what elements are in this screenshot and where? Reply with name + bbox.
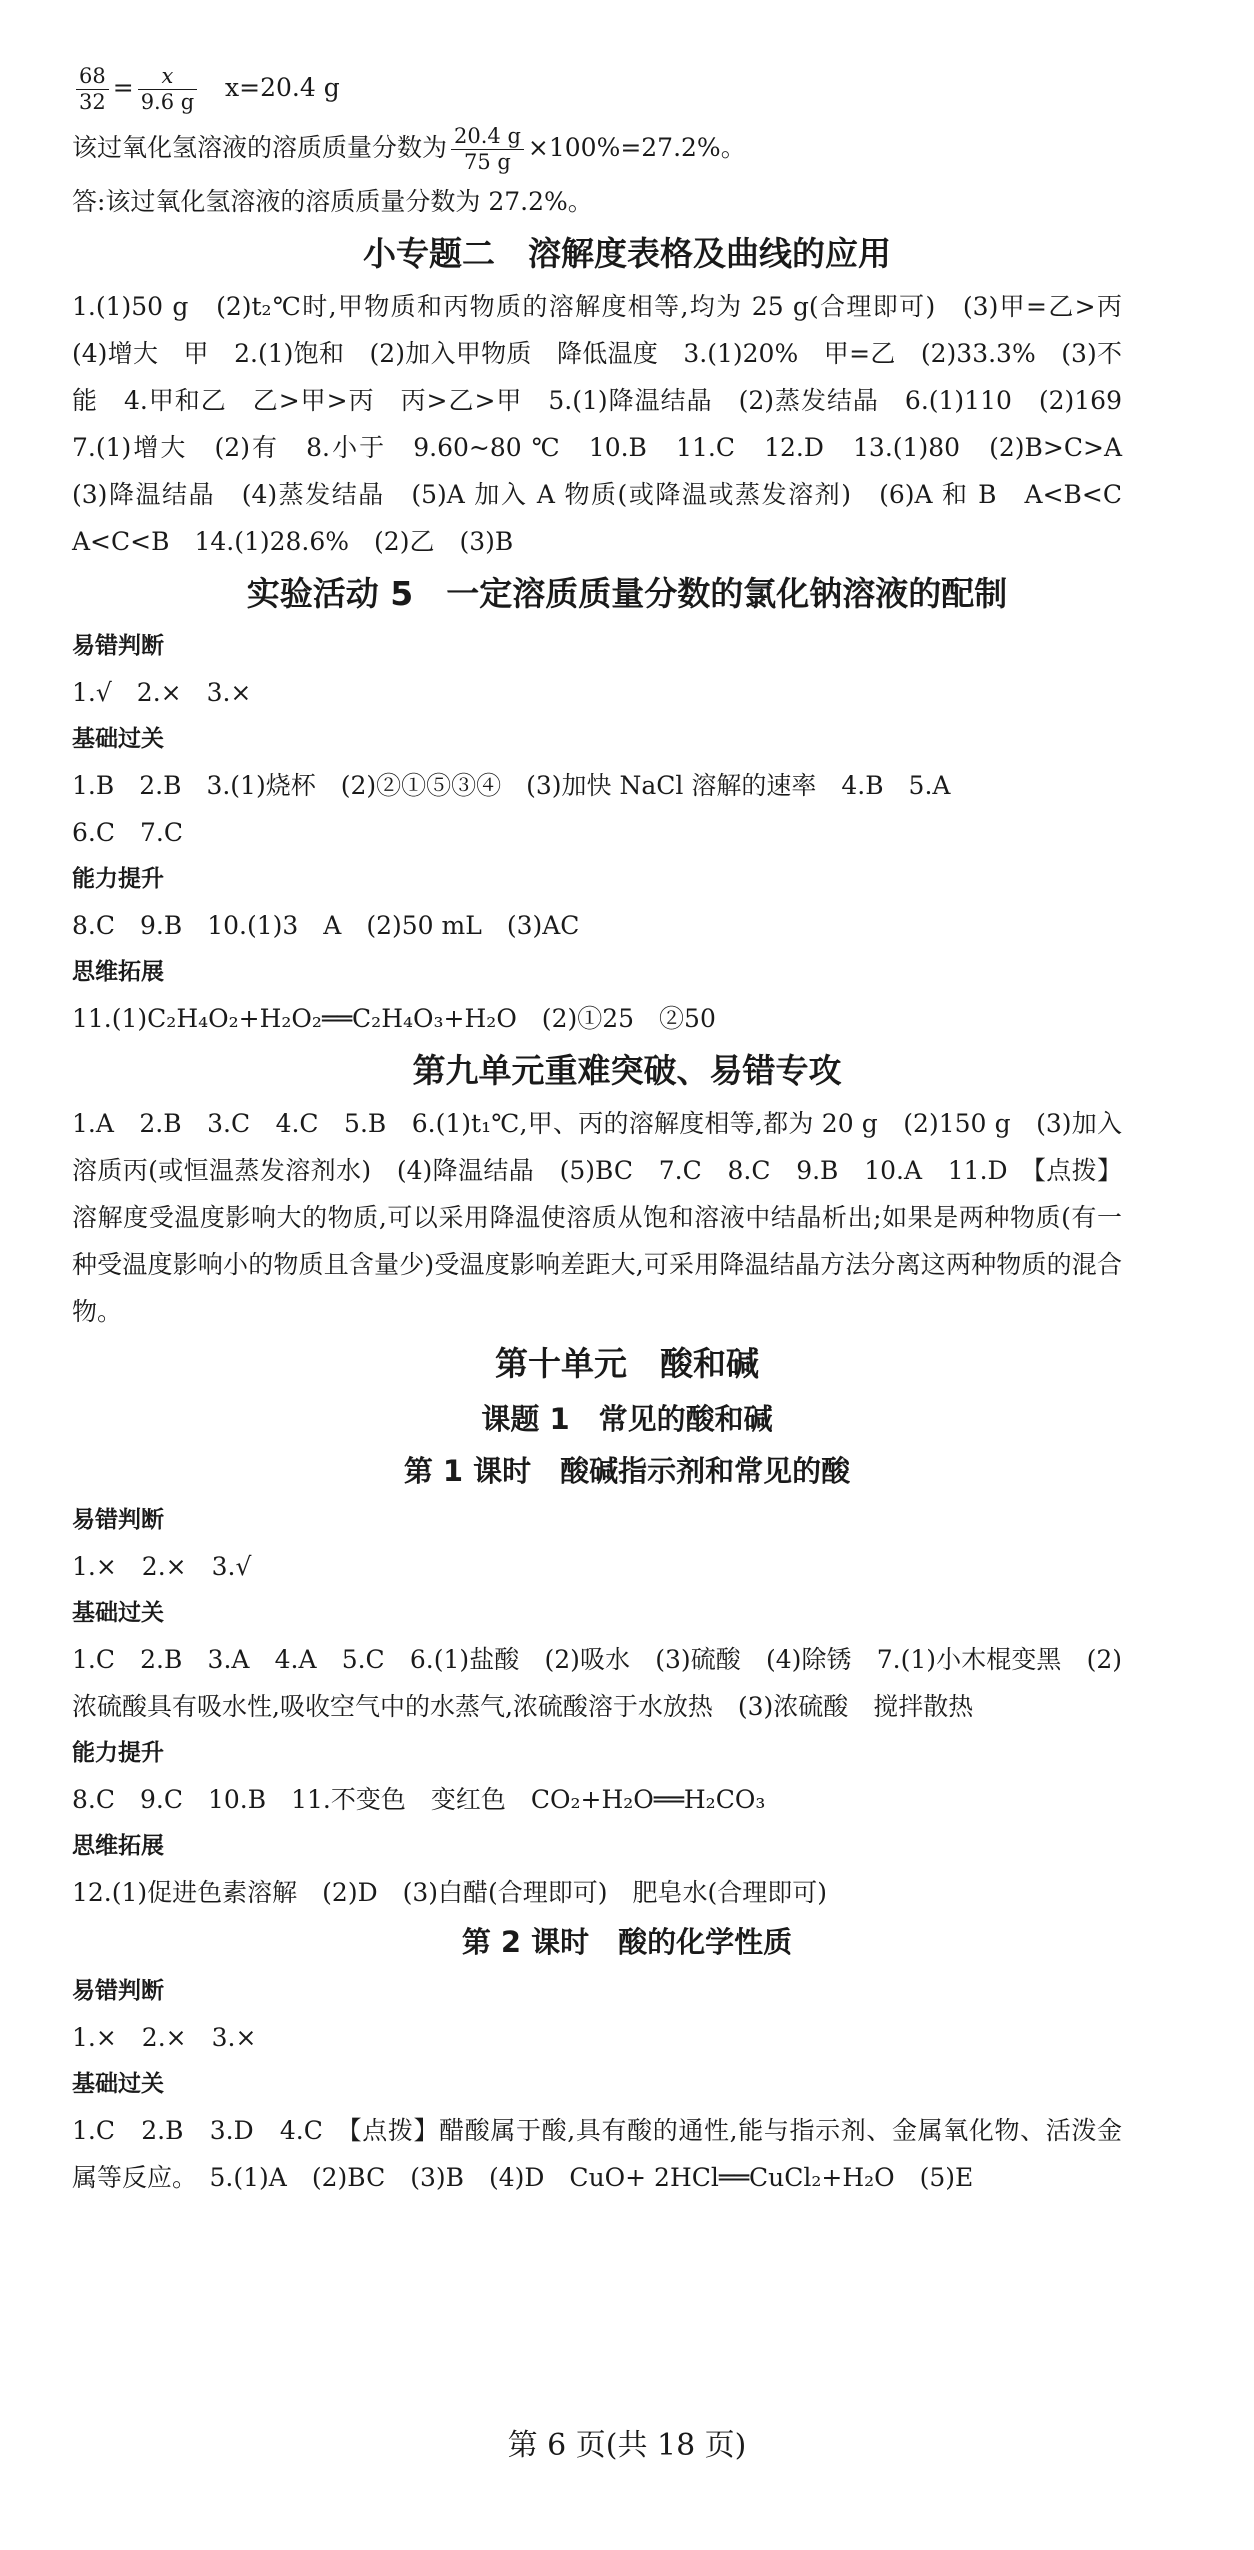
answer-line: 12.(1)促进色素溶解 (2)D (3)白醋(合理即可) 肥皂水(合理即可) (72, 1878, 828, 1907)
calc-line-2: 该过氧化氢溶液的溶质质量分数为 $\frac{20.4 g}{75 g}$ ×100%=27.2%。 (72, 124, 746, 174)
section-title: 实验活动 5 一定溶质质量分数的氯化钠溶液的配制 (246, 574, 1008, 613)
lesson-title: 第 1 课时 酸碱指示剂和常见的酸 (403, 1454, 851, 1488)
subsection-label: 基础过关 (72, 1600, 164, 1626)
subsection-label: 易错判断 (72, 1978, 164, 2004)
unit-title: 第十单元 酸和碱 (495, 1344, 759, 1383)
fraction: $\frac{x}{9.6 g}$ (138, 64, 198, 115)
answer-line: 6.C 7.C (72, 818, 183, 847)
subsection-label: 易错判断 (72, 1507, 164, 1533)
subsection-label: 能力提升 (72, 866, 164, 892)
fraction: $\frac{68}{32}$ (76, 64, 109, 115)
answer-line: 8.C 9.B 10.(1)3 A (2)50 mL (3)AC (72, 911, 580, 940)
calc-result: x=20.4 g (225, 73, 340, 102)
subsection-label: 易错判断 (72, 633, 164, 659)
answer-paragraph: 1.(1)50 g (2)t₂℃时,甲物质和丙物质的溶解度相等,均为 25 g(合理即可) (3)甲=乙>丙 (4)增大 甲 2.(1)饱和 (2)加入甲物质 降低温度 3.(1)20% 甲=乙 (2)33.3% (3)不能 4.甲和乙 乙>甲>丙 丙>乙>甲 5.(1)降温结晶 (2)蒸发结晶 6.(1)110 (2)169 7.(1)增大 (2)有 8.小于 9.60~80 ℃ 10.B 11.C 12.D 13.(1)80 (2)B>C>A (3)降温结晶 (4)蒸发结晶 (5)A 加入 A 物质(或降温或蒸发溶剂) (6)A 和 B A<B<C A<C<B 14.(1)28.6% (2)乙 (3)B (72, 292, 1148, 556)
answer-line: 1.× 2.× 3.× (72, 2023, 257, 2052)
answer-line: 1.√ 2.× 3.× (72, 678, 252, 707)
answer-line: 1.B 2.B 3.(1)烧杯 (2)②①⑤③④ (3)加快 NaCl 溶解的速率 4.B 5.A (72, 771, 951, 800)
subsection-label: 基础过关 (72, 726, 164, 752)
page-footer: 第 6 页(共 18 页) (507, 2428, 747, 2463)
answer-line: 8.C 9.C 10.B 11.不变色 变红色 CO₂+H₂O══H₂CO₃ (72, 1785, 766, 1814)
section-title: 小专题二 溶解度表格及曲线的应用 (363, 234, 891, 273)
calc-line-1: $\frac{68}{32}$ = $\frac{x}{9.6 g}$ x=20.4 g (72, 58, 1254, 118)
lesson-title: 第 2 课时 酸的化学性质 (461, 1925, 793, 1959)
answer-paragraph: 1.C 2.B 3.A 4.A 5.C 6.(1)盐酸 (2)吸水 (3)硫酸 (4)除锈 7.(1)小木棍变黑 (2)浓硫酸具有吸水性,吸收空气中的水蒸气,浓硫酸溶于水放热 (3)浓硫酸 搅拌散热 (72, 1645, 1122, 1721)
subsection-label: 能力提升 (72, 1740, 164, 1766)
answer-line: 11.(1)C₂H₄O₂+H₂O₂══C₂H₄O₃+H₂O (2)①25 ②50 (72, 1004, 716, 1033)
topic-title: 课题 1 常见的酸和碱 (481, 1402, 773, 1436)
answer-line: 1.× 2.× 3.√ (72, 1552, 252, 1581)
subsection-label: 基础过关 (72, 2071, 164, 2097)
answer-paragraph: 1.A 2.B 3.C 4.C 5.B 6.(1)t₁℃,甲、丙的溶解度相等,都为 20 g (2)150 g (3)加入溶质丙(或恒温蒸发溶剂水) (4)降温结晶 (5)BC 7.C 8.C 9.B 10.A 11.D 【点拨】溶解度受温度影响大的物质,可以采用降温使溶质从饱和溶液中结晶析出;如果是两种物质(有一种受温度影响小的物质且含量少)受温度影响差距大,可采用降温结晶方法分离这两种物质的混合物。 (72, 1109, 1122, 1326)
calc-answer: 答:该过氧化氢溶液的溶质质量分数为 27.2%。 (72, 187, 593, 216)
fraction: $\frac{20.4 g}{75 g}$ (451, 124, 524, 175)
answer-paragraph: 1.C 2.B 3.D 4.C 【点拨】醋酸属于酸,具有酸的通性,能与指示剂、金属氧化物、活泼金属等反应。 5.(1)A (2)BC (3)B (4)D CuO+ 2HCl══CuCl₂+H₂O (5)E (72, 2116, 1122, 2192)
subsection-label: 思维拓展 (72, 959, 164, 985)
section-title: 第九单元重难突破、易错专攻 (412, 1051, 842, 1090)
subsection-label: 思维拓展 (72, 1833, 164, 1859)
